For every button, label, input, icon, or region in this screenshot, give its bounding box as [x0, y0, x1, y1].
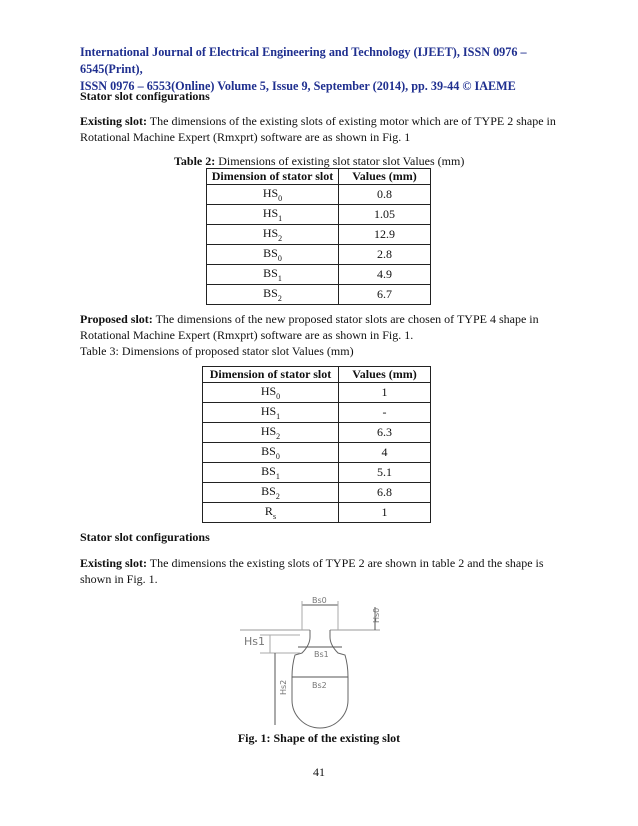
dimension-cell	[207, 245, 339, 265]
dimension-subscript: 1	[278, 214, 283, 223]
dimension-cell	[203, 503, 339, 523]
dimension-subscript: 0	[277, 254, 282, 263]
column-header: Dimension of stator slot	[203, 367, 339, 383]
table-body	[203, 383, 431, 523]
dimension-cell	[203, 463, 339, 483]
dimension-symbol: HS	[262, 206, 279, 220]
dimension-subscript: 1	[275, 472, 280, 481]
label-hs2: Hs2	[279, 679, 288, 695]
proposed-slot-lead: Proposed slot:	[80, 312, 153, 326]
dimension-subscript: 0	[278, 194, 283, 203]
existing-slot-text: The dimensions of the existing slots of existing motor which are of TYPE 2 shape in Rotational Machine Expert (Rmxprt) software are as shown in Fig. 1	[80, 114, 556, 144]
dimension-subscript: 1	[276, 412, 281, 421]
dimension-cell	[203, 383, 339, 403]
table-row	[207, 205, 431, 225]
label-hs0: Hs0	[372, 607, 381, 623]
dimension-subscript: 1	[277, 274, 282, 283]
slot-outline	[292, 630, 348, 728]
table-2	[206, 168, 431, 305]
value-cell: 2.8	[339, 245, 431, 265]
table-body	[207, 185, 431, 305]
column-header: Values (mm)	[339, 169, 431, 185]
dimension-cell	[207, 185, 339, 205]
dimension-subscript: 2	[277, 294, 282, 303]
dimension-subscript: s	[272, 512, 277, 521]
section-heading: Stator slot configurations	[80, 89, 210, 103]
table3-caption: Table 3: Dimensions of proposed stator slot Values (mm)	[80, 344, 354, 358]
dimension-cell	[203, 403, 339, 423]
dimension-subscript: 2	[275, 492, 280, 501]
table-row	[203, 403, 431, 423]
table-header-row	[203, 367, 431, 383]
value-cell: 1	[339, 503, 431, 523]
value-cell: 0.8	[339, 185, 431, 205]
label-hs1: Hs1	[244, 635, 266, 648]
dimension-cell	[207, 205, 339, 225]
page-number: 41	[313, 765, 325, 779]
dimension-symbol: HS	[260, 404, 277, 418]
value-cell: 6.3	[339, 423, 431, 443]
dimension-symbol: HS	[260, 384, 277, 398]
table-row	[207, 285, 431, 305]
table-row	[203, 503, 431, 523]
value-cell: 4	[339, 443, 431, 463]
dimension-symbol: HS	[262, 226, 279, 240]
existing-slot-text: The dimensions the existing slots of TYPE 2 are shown in table 2 and the shape is shown in Fig. 1.	[80, 556, 544, 586]
dimension-symbol: HS	[260, 424, 277, 438]
header-line-1: International Journal of Electrical Engineering and Technology (IJEET), ISSN 0976 – 6545(Print),	[80, 45, 527, 76]
table-row	[207, 245, 431, 265]
column-header: Values (mm)	[339, 367, 431, 383]
table-row	[207, 225, 431, 245]
value-cell: 12.9	[339, 225, 431, 245]
existing-slot-paragraph-2	[80, 555, 570, 587]
dimension-cell	[207, 285, 339, 305]
table-row	[203, 423, 431, 443]
table2-caption	[174, 154, 464, 169]
column-header: Dimension of stator slot	[207, 169, 339, 185]
table-row	[203, 443, 431, 463]
table-row	[203, 463, 431, 483]
value-cell: -	[339, 403, 431, 423]
table-row	[207, 185, 431, 205]
dimension-symbol: BS	[261, 464, 276, 478]
dimension-symbol: HS	[262, 186, 279, 200]
value-cell: 6.8	[339, 483, 431, 503]
dimension-cell	[207, 265, 339, 285]
value-cell: 1	[339, 383, 431, 403]
dimension-cell	[203, 423, 339, 443]
dimension-symbol: BS	[261, 484, 276, 498]
table2-caption-text: Dimensions of existing slot stator slot Values (mm)	[215, 154, 465, 168]
dimension-symbol: BS	[263, 246, 278, 260]
table-3	[202, 366, 431, 523]
dimension-symbol: BS	[263, 286, 278, 300]
figure-caption: Fig. 1: Shape of the existing slot	[237, 731, 401, 745]
dimension-symbol: BS	[261, 444, 276, 458]
proposed-slot-text: The dimensions of the new proposed stator slots are chosen of TYPE 4 shape in Rotational Machine Expert (Rmxprt) software are as shown in Fig. 1.	[80, 312, 539, 342]
proposed-slot-paragraph	[80, 311, 570, 359]
value-cell: 4.9	[339, 265, 431, 285]
dimension-symbol: R	[264, 504, 273, 518]
dimension-symbol: BS	[263, 266, 278, 280]
value-cell: 6.7	[339, 285, 431, 305]
label-bs1: Bs1	[314, 650, 329, 659]
table2-caption-label: Table 2:	[174, 154, 216, 168]
header-line-2: ISSN 0976 – 6553(Online) Volume 5, Issue 9, September (2014), pp. 39-44 © IAEME	[80, 79, 516, 93]
existing-slot-lead: Existing slot:	[80, 556, 148, 570]
dimension-subscript: 2	[278, 234, 283, 243]
value-cell: 1.05	[339, 205, 431, 225]
hs1-dimension	[260, 635, 300, 653]
existing-slot-lead: Existing slot:	[80, 114, 148, 128]
dimension-cell	[203, 483, 339, 503]
table-row	[207, 265, 431, 285]
label-bs0: Bs0	[312, 596, 327, 605]
slot-shape-figure	[230, 595, 400, 730]
existing-slot-paragraph	[80, 113, 570, 145]
value-cell: 5.1	[339, 463, 431, 483]
table-row	[203, 483, 431, 503]
dimension-cell	[203, 443, 339, 463]
dimension-subscript: 0	[276, 392, 281, 401]
table-header-row	[207, 169, 431, 185]
dimension-cell	[207, 225, 339, 245]
section-heading: Stator slot configurations	[80, 530, 210, 544]
table-row	[203, 383, 431, 403]
label-bs2: Bs2	[312, 681, 327, 690]
dimension-subscript: 0	[275, 452, 280, 461]
dimension-subscript: 2	[276, 432, 281, 441]
